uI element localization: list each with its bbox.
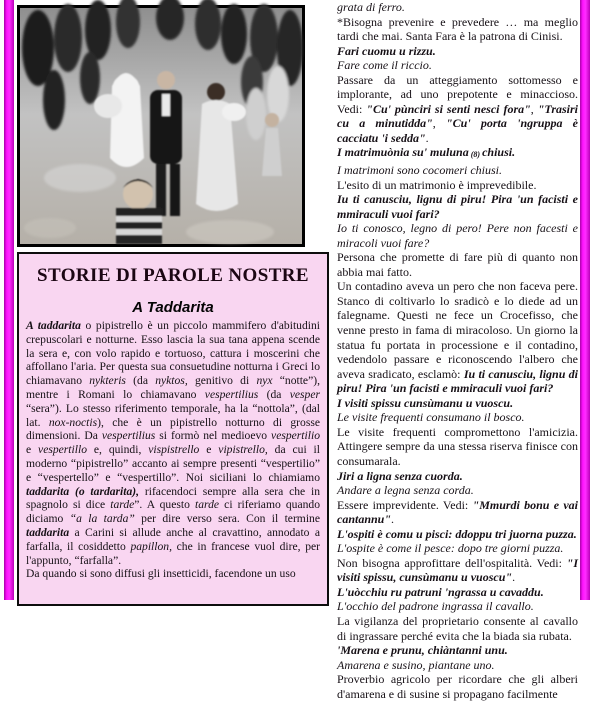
text-run: e <box>26 443 39 457</box>
text-run: nyx <box>256 374 273 388</box>
text-run: La vigilanza del proprietario consente al cavallo di ingrassare perché evita che la biada sia rubata. <box>337 613 578 643</box>
text-run: Essere imprevidente. Vedi: <box>337 497 473 512</box>
text-run: a Carini si allude anche al cravattino, annodato a farfalla, il cosiddetto <box>26 525 320 553</box>
text-run: "Cu' pùnciri si senti nesci fora" <box>366 101 531 116</box>
text-run: ci riferiamo quando diciamo <box>26 498 321 526</box>
text-run: e, quindi, <box>87 443 149 457</box>
text-run: genitivo di <box>187 374 257 388</box>
text-run: vipistrello, <box>218 443 268 457</box>
paragraph <box>337 396 578 411</box>
paragraph <box>337 145 578 163</box>
text-run: 'Marena e prunu, chiàntanni unu. <box>337 643 508 658</box>
text-run: L'esito di un matrimonio è imprevedibile. <box>337 177 537 192</box>
text-run: Io ti conosco, legno di pero! Pere non facesti e miracoli vuoi fare? <box>337 221 578 250</box>
text-run: "Trasiri cu a minutidda" <box>337 101 578 131</box>
text-run: ”. A questo <box>134 498 196 512</box>
paragraph <box>337 585 578 600</box>
text-run: "Cu' porta 'ngruppa è cacciatu 'i sedda" <box>337 116 578 145</box>
text-run: "I visiti spissu, cunsùmanu u vuoscu" <box>337 555 578 585</box>
proverbs-column <box>337 0 578 701</box>
text-run: Le visite frequenti compromettono l'amicizia. Attingere sempre da una stessa riserva finisce con consumarala. <box>337 424 578 468</box>
text-run: L'ospite è come il pesce: dopo tre giorni puzza. <box>337 541 564 556</box>
text-run: , <box>432 116 446 131</box>
text-run: papillon, <box>130 539 172 553</box>
text-run: ), che è un pipistrello notturno di grosse dimensioni. Da <box>26 415 320 443</box>
text-run: *Bisogna prevenire e prevedere … ma meglio tardi che mai. Santa Fara è la patrona di Cinisi. <box>337 14 578 44</box>
paragraph <box>337 58 578 73</box>
text-run: chiusi. <box>482 145 516 160</box>
text-run: che in francese vuol dire, per l'appunto, “farfalla”. <box>26 539 320 567</box>
text-run: tarde <box>110 498 135 512</box>
paragraph <box>337 0 578 15</box>
article-body <box>26 319 320 581</box>
text-run: Andare a legna senza corda. <box>337 483 474 498</box>
paragraph <box>337 498 578 527</box>
paragraph <box>337 614 578 643</box>
text-run: Proverbio agricolo per ricordare che gli alberi d'amarena e di susine si propagano facilmente <box>337 672 578 701</box>
text-run: per dire verso sera. Con il termine <box>134 512 320 526</box>
text-run: Un contadino aveva un pero che non faceva pere. Stanco di coltivarlo lo sradicò e lo diede ad un falegname. Questi ne fece un Crocefisso, che venne presto in fama di miracoloso. Un giorno la statua fu portata in processione e il contadino, vedendolo passare e riconoscendo l'albero che aveva sradicato, esclamò: <box>337 279 578 381</box>
text-run: “sera”). Lo stesso riferimento temporale, ha la “nottola”, (dal lat. <box>26 401 320 429</box>
text-run: "Mmurdi bonu e vai cantannu" <box>337 497 578 527</box>
paragraph <box>337 599 578 614</box>
text-run: Amarena e susino, piantane uno. <box>337 657 495 672</box>
text-run: Jiri a ligna senza cuorda. <box>337 468 463 483</box>
magenta-stripe-right <box>580 0 590 600</box>
paragraph <box>337 556 578 585</box>
text-run: “notte”), mentre i Romani lo chiamavano <box>26 374 320 401</box>
magenta-stripe-left <box>4 0 14 600</box>
text-run: taddarita <box>26 525 70 539</box>
story-box <box>17 252 329 606</box>
text-run: Non bisogna approfittare dell'ospitalità. Vedi: <box>337 555 567 570</box>
paragraph <box>337 221 578 250</box>
text-run: . <box>512 570 516 585</box>
wedding-photo <box>17 5 305 247</box>
text-run: Fare come il riccio. <box>337 58 432 73</box>
text-run: I visiti spissu cunsùmanu u vuoscu. <box>337 395 514 410</box>
text-run: grata di ferro. <box>337 0 405 14</box>
wedding-photo-image <box>20 8 302 244</box>
text-run: nyktos, <box>155 374 188 388</box>
text-run: I matrimuònia su' muluna <box>337 145 469 160</box>
text-run: vesper <box>289 387 320 401</box>
paragraph <box>337 192 578 221</box>
paragraph <box>337 15 578 44</box>
paragraph <box>337 250 578 279</box>
text-run: nykteris <box>89 374 126 388</box>
paragraph <box>337 643 578 658</box>
text-run: vespertillo <box>38 443 87 457</box>
paragraph <box>337 279 578 395</box>
text-run: tarde <box>195 498 220 512</box>
text-run: e <box>199 443 219 457</box>
paragraph <box>337 541 578 556</box>
text-run: Le visite frequenti consumano il bosco. <box>337 410 525 425</box>
text-run: . <box>425 130 429 145</box>
text-run: Passare da un atteggiamento sottomesso e implorante, ad uno prepotente e minaccioso. Vedi: <box>337 72 578 116</box>
paragraph <box>337 469 578 484</box>
text-run: Da quando si sono diffusi gli insetticidi, facendone un uso <box>26 567 296 581</box>
paragraph <box>26 319 320 567</box>
text-run: vespertilius <box>101 429 156 443</box>
text-run: nox-noctis <box>48 415 98 429</box>
text-run: o pipistrello è un piccolo mammifero d'abitudini crepuscolari e notturne. Esso lascia la sua tana appena scende la sera e, con volo rapido e tortuoso, cattura i moscerini che affollano l'aria. Per questa sua consuetudine notturna i Greci lo chiamavano <box>26 319 321 388</box>
paragraph <box>337 425 578 469</box>
text-run: , <box>530 101 538 116</box>
text-run: A taddarita <box>26 319 81 332</box>
paragraph <box>337 73 578 146</box>
text-run: L'ospiti è comu u pisci: ddoppu tri juorna puzza. <box>337 526 577 541</box>
text-run: L'occhio del padrone ingrassa il cavallo. <box>337 599 534 614</box>
paragraph <box>26 567 320 581</box>
text-run: Persona che promette di fare più di quanto non abbia mai fatto. <box>337 250 578 279</box>
text-run: (da <box>125 374 156 388</box>
text-run: . <box>391 512 395 527</box>
text-run: si formò nel medioevo <box>155 429 272 443</box>
paragraph <box>337 163 578 178</box>
article-title: A Taddarita <box>132 299 214 316</box>
text-run: vispistrello <box>148 443 200 457</box>
paragraph <box>337 672 578 701</box>
text-run: (8) <box>468 150 483 160</box>
text-run: rifacendoci sempre alla sera che in spagnolo si dice <box>26 484 321 512</box>
text-run: vespertilius <box>204 387 259 401</box>
text-run: Fari cuomu u rizzu. <box>337 43 436 58</box>
text-run: Iu ti canusciu, lignu di piru! Pira 'un facisti e mmiraculi vuoi fari? <box>337 192 578 221</box>
paragraph <box>337 44 578 59</box>
text-run: I matrimoni sono cocomeri chiusi. <box>337 163 502 178</box>
paragraph <box>337 658 578 673</box>
text-run: (da <box>258 387 290 401</box>
paragraph <box>337 178 578 193</box>
text-run: “a la tarda” <box>69 512 135 526</box>
text-run: L'uòcchiu ru patruni 'ngrassa u cavaddu. <box>337 584 544 599</box>
text-run: da cui il moderno “pipistrello” accanto ai sempre presenti “vespertilio” e “vespertello” e “vespertillo”. Noi siciliani lo chiamiamo <box>26 443 320 484</box>
text-run: taddarita (o tardarita), <box>26 484 140 498</box>
paragraph <box>337 483 578 498</box>
text-run: Iu ti canusciu, lignu di piru! Pira 'un facisti e mmiraculi vuoi fari? <box>337 366 578 396</box>
paragraph <box>337 527 578 542</box>
paragraph <box>337 410 578 425</box>
text-run: vespertilio <box>271 429 320 443</box>
section-title: STORIE DI PAROLE NOSTRE <box>37 265 309 286</box>
